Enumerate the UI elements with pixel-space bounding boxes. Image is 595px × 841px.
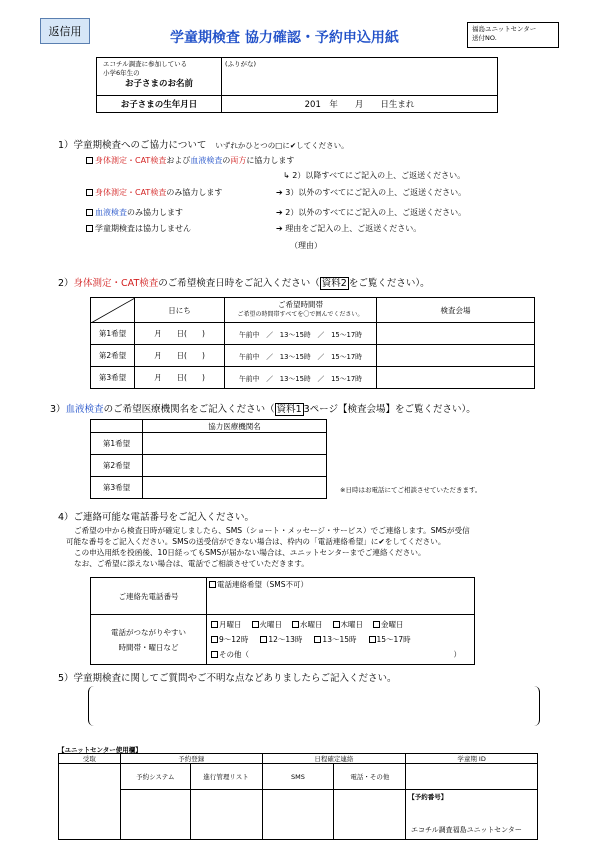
day-option[interactable] [252, 620, 283, 629]
col-sms: SMS [262, 764, 334, 790]
office-use-title: 【ユニットセンター使用欄】 [58, 746, 142, 754]
q1-option-text: の [222, 156, 231, 165]
reservation-number-label: 【予約番号】 [408, 793, 448, 801]
hour-checkbox[interactable] [369, 636, 376, 643]
hour-option[interactable] [369, 635, 411, 644]
id-cell[interactable] [406, 764, 538, 790]
col-reservation-system: 予約システム [120, 764, 190, 790]
q3-heading [50, 401, 476, 415]
q4-heading: 4）ご連絡可能な電話番号をご記入ください。 [58, 512, 255, 523]
q1-option-text: のみ協力します [127, 208, 183, 217]
q3-hospital-field[interactable] [143, 455, 327, 477]
receipt-cell[interactable] [59, 764, 121, 840]
q2-suffix: のご希望検査日時をご記入ください（ [158, 278, 320, 289]
q1-option [86, 155, 294, 166]
phone-option-label: 電話連絡希望（SMS不可） [217, 580, 308, 589]
q1-option-checkbox[interactable] [86, 225, 93, 232]
hour-option[interactable] [211, 635, 248, 644]
other-close: ） [453, 650, 461, 659]
q2-row-label: 第2希望 [91, 345, 135, 367]
q4-para-4: なお、ご希望に添えない場合は、電話でご相談させていただきます。 [74, 559, 309, 568]
q1-option-text: 血液検査 [95, 208, 127, 217]
send-number-label: 送付NO. [472, 34, 497, 42]
q3-hospital-field[interactable] [143, 477, 327, 499]
q2-time-options[interactable]: 午前中 ／ 13〜15時 ／ 15〜17時 [225, 367, 377, 389]
q4-contact-table [90, 577, 475, 665]
q1-option-text: 両方 [230, 156, 247, 165]
q3-hospital-field[interactable] [143, 433, 327, 455]
page-title: 学童期検査 協力確認・予約申込用紙 [170, 30, 399, 46]
q3-col-header: 協力医療機関名 [143, 420, 327, 433]
q1-option-text: 学童期検査は協力しません [95, 224, 191, 233]
hour-checkbox[interactable] [260, 636, 267, 643]
q2-venue-field[interactable] [377, 345, 535, 367]
return-badge [40, 18, 90, 44]
q3-ref: 資料1 [276, 404, 302, 415]
day-label: 金曜日 [381, 620, 404, 629]
reservation-system-cell[interactable] [120, 790, 190, 840]
other-label: その他（ [219, 650, 249, 659]
col-phone-other: 電話・その他 [334, 764, 406, 790]
q1-option-text: 血液検査 [190, 156, 223, 165]
hour-label: 15〜17時 [376, 635, 411, 644]
day-option[interactable] [333, 620, 364, 629]
hour-label: 9〜12時 [219, 635, 249, 644]
day-option[interactable] [211, 620, 242, 629]
q2-tail: をご覧ください）。 [348, 278, 430, 289]
q5-answer-field[interactable] [88, 686, 540, 726]
q1-option-checkbox[interactable] [86, 157, 93, 164]
diagonal-line [91, 298, 135, 323]
col-progress-list: 進行管理リスト [190, 764, 262, 790]
q2-schedule-table [90, 297, 535, 389]
q1-option [86, 223, 191, 234]
hour-checkbox[interactable] [314, 636, 321, 643]
q2-corner-cell [91, 298, 135, 323]
days-row [211, 617, 470, 632]
hour-option[interactable] [260, 635, 302, 644]
q1-option-text: および [166, 156, 191, 165]
day-option[interactable] [292, 620, 323, 629]
hour-option[interactable] [314, 635, 356, 644]
q2-venue-field[interactable] [377, 367, 535, 389]
q1-option-instruction: ➔ 2）以外のすべてにご記入の上、ご返送ください。 [276, 208, 467, 217]
dob-field[interactable]: 201 年 月 日生まれ [222, 96, 498, 113]
day-label: 水曜日 [300, 620, 323, 629]
q3-prefix: 3） [50, 404, 66, 415]
phone-field[interactable] [207, 578, 475, 615]
day-checkbox[interactable] [211, 621, 218, 628]
child-name-field[interactable] [222, 58, 498, 96]
q2-venue-field[interactable] [377, 323, 535, 345]
q4-para-2: 可能な番号をご記入ください。SMSの送受信ができない場合は、枠内の「電話連絡希望」に✔をしてください。 [66, 537, 446, 546]
sms-unavailable-checkbox[interactable] [209, 581, 216, 588]
q1-heading [58, 137, 349, 151]
q2-col-date: 日にち [135, 298, 225, 323]
q2-exam: 身体測定・CAT検査 [73, 278, 159, 289]
child-name-label: お子さまのお名前 [124, 79, 193, 89]
col-receipt: 受取 [59, 754, 121, 764]
footer-org: エコチル調査福島ユニットセンター [411, 826, 522, 834]
q1-option-text: 身体測定・CAT検査 [95, 188, 167, 197]
day-checkbox[interactable] [252, 621, 259, 628]
day-checkbox[interactable] [373, 621, 380, 628]
col-id: 学童期 ID [406, 754, 538, 764]
participant-label: エコチル調査に参加している [103, 60, 188, 68]
q1-option-checkbox[interactable] [86, 189, 93, 196]
q2-date-field[interactable]: 月 日( ) [135, 345, 225, 367]
hours-row [211, 632, 470, 647]
q2-prefix: 2） [58, 278, 74, 289]
progress-list-cell[interactable] [190, 790, 262, 840]
q1-option-instruction: ➔ 3）以外のすべてにご記入の上、ご返送ください。 [276, 188, 467, 197]
time-pref-label-1: 電話がつながりやすい [111, 627, 186, 637]
day-option[interactable] [373, 620, 404, 629]
q4-description [66, 525, 546, 569]
q2-date-field[interactable]: 月 日( ) [135, 367, 225, 389]
reason-label: （理由） [290, 241, 322, 250]
q1-option-instruction: ↳ 2）以降すべてにご記入の上、ご返送ください。 [283, 171, 466, 180]
q2-time-options[interactable]: 午前中 ／ 13〜15時 ／ 15〜17時 [225, 323, 377, 345]
office-stamp-box [467, 22, 559, 48]
day-label: 木曜日 [340, 620, 363, 629]
sms-cell[interactable] [262, 790, 334, 840]
q3-note: ※日時はお電話にてご相談させていただきます。 [340, 486, 482, 494]
col-contact: 日程確定連絡 [262, 754, 406, 764]
office-name: 福島ユニットセンター [472, 25, 537, 33]
day-label: 月曜日 [219, 620, 242, 629]
q3-suffix: のご希望医療機関名をご記入ください（ [103, 404, 275, 415]
day-checkbox[interactable] [333, 621, 340, 628]
time-pref-options [207, 615, 475, 665]
hour-label: 13〜15時 [322, 635, 357, 644]
q1-option-text: に協力します [246, 156, 295, 165]
other-row [211, 647, 461, 662]
q1-instruction: いずれかひとつの□に✔してください。 [215, 141, 349, 150]
q1-heading-text: 1）学童期検査へのご協力について [58, 140, 207, 151]
day-label: 火曜日 [259, 620, 282, 629]
hour-label: 12〜13時 [268, 635, 303, 644]
child-info-table [96, 57, 498, 113]
q2-col-time-label: ご希望時間帯 [278, 300, 323, 309]
col-reservation: 予約登録 [120, 754, 262, 764]
q2-heading [58, 275, 430, 289]
q3-tail: 3ページ【検査会場】をご覧ください）。 [303, 404, 476, 415]
q3-row-label: 第3希望 [91, 477, 143, 499]
q1-option-checkbox[interactable] [86, 209, 93, 216]
participant-label-2: 小学6年生の [103, 68, 140, 77]
q2-col-time-note: ご希望の時間帯すべてを〇で囲んでください。 [237, 311, 364, 318]
dob-label: お子さまの生年月日 [97, 96, 222, 113]
q1-option [86, 187, 222, 198]
q1-option-instruction: ➔ 理由をご記入の上、ご返送ください。 [276, 224, 422, 233]
hour-checkbox[interactable] [211, 636, 218, 643]
furigana-label: (ふりがな) [225, 60, 257, 68]
q3-hospital-table [90, 419, 327, 499]
q2-row-label: 第1希望 [91, 323, 135, 345]
q3-row-label: 第2希望 [91, 455, 143, 477]
q2-time-options[interactable]: 午前中 ／ 13〜15時 ／ 15〜17時 [225, 345, 377, 367]
q1-option [86, 207, 183, 218]
day-checkbox[interactable] [292, 621, 299, 628]
time-pref-label [91, 615, 207, 665]
q2-row-label: 第3希望 [91, 367, 135, 389]
q1-option-text: のみ協力します [166, 188, 223, 197]
return-badge-label: 返信用 [48, 25, 82, 38]
q5-heading: 5）学童期検査に関してご質問やご不明な点などありましたらご記入ください。 [58, 673, 397, 684]
q4-para-3: この申込用紙を投函後、10日経ってもSMSが届かない場合は、ユニットセンターまでご連絡ください。 [74, 548, 426, 557]
q3-exam: 血液検査 [65, 404, 104, 415]
q2-ref: 資料2 [321, 278, 347, 289]
q3-row-label: 第1希望 [91, 433, 143, 455]
other-checkbox[interactable] [211, 651, 218, 658]
q2-date-field[interactable]: 月 日( ) [135, 323, 225, 345]
q2-col-time [225, 298, 377, 323]
q2-col-venue: 検査会場 [377, 298, 535, 323]
q1-option-text: 身体測定・CAT検査 [95, 156, 167, 165]
phone-label: ご連絡先電話番号 [91, 578, 207, 615]
phone-other-cell[interactable] [334, 790, 406, 840]
q4-para-1: ご希望の中から検査日時が確定しましたら、SMS（ショート・メッセージ・サービス）でご連絡します。SMSが受信 [74, 526, 470, 535]
time-pref-label-2: 時間帯・曜日など [118, 642, 179, 652]
